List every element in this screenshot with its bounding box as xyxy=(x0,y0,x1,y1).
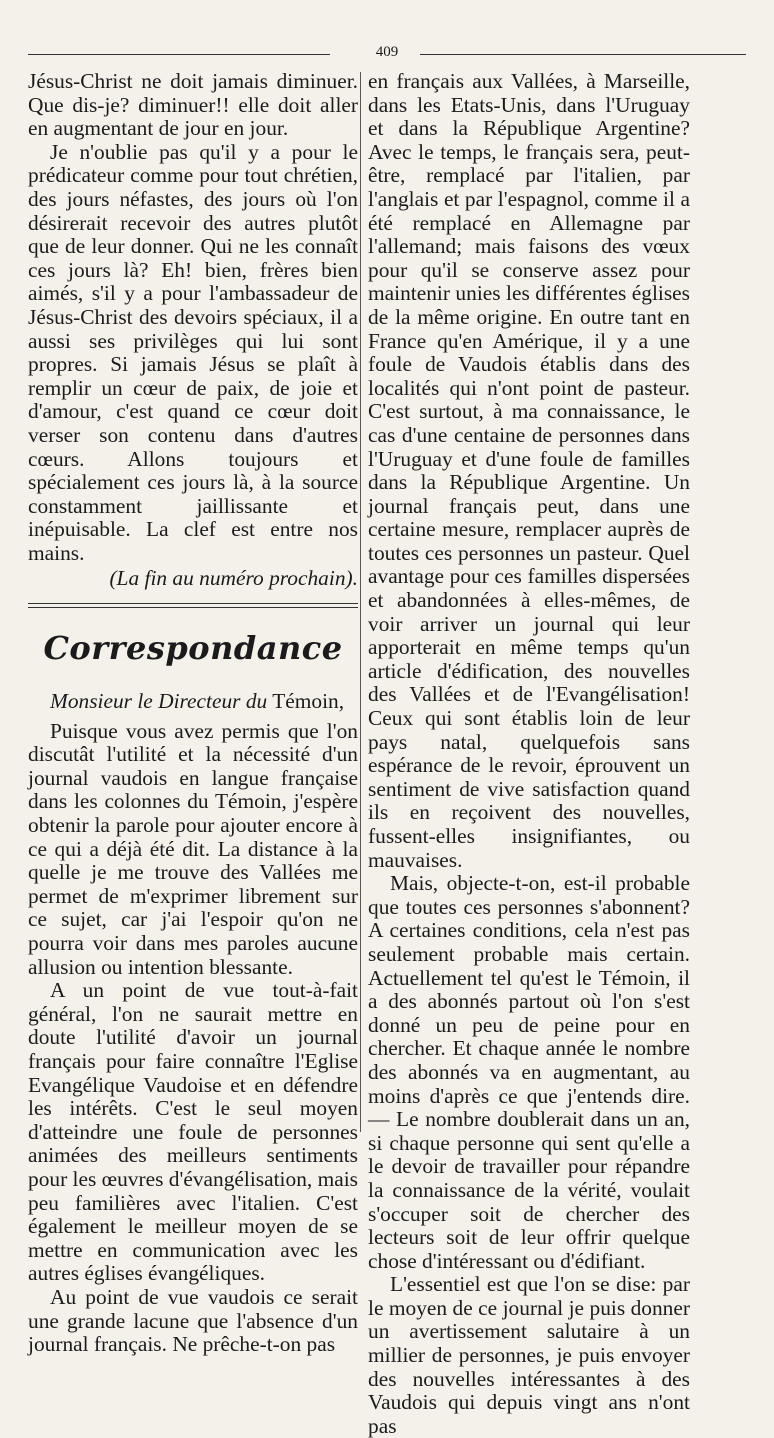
page-header xyxy=(28,46,746,62)
salutation-name: Témoin, xyxy=(272,689,345,714)
paragraph: Au point de vue vaudois ce serait une grande lacune que l'absence d'un journal français. Ne prêche-t-on pas xyxy=(28,1284,358,1357)
paragraph: A un point de vue tout-à-fait général, l'on ne saurait mettre en doute l'utilité d'avoir un journal français pour faire connaître l'Eglise Evangélique Vaudoise et en défendre les intérêts. C'est le seul moyen d'atteindre une foule de personnes animées des meilleurs sentiments pour les œuvres d'évangélisation, mais peu familières avec l'italien. C'est également le meilleur moyen de se mettre en communication avec les autres églises évangéliques. xyxy=(28,978,358,1286)
paragraph: Jésus-Christ ne doit jamais diminuer. Que dis-je? diminuer!! elle doit aller en augmentant de jour en jour. xyxy=(28,69,358,141)
salutation-italic: Monsieur le Directeur du xyxy=(50,689,268,714)
continuation-note: (La fin au numéro prochain). xyxy=(109,566,358,591)
salutation xyxy=(28,690,358,714)
right-column xyxy=(368,70,690,1438)
column-divider xyxy=(360,72,361,1132)
paragraph: Puisque vous avez permis que l'on discutât l'utilité et la nécessité d'un journal vaudois en langue française dans les colonnes du Témoin, j'espère obtenir la parole pour ajouter encore à ce qui a déjà été dit. La distance à la quelle je me trouve des Vallées me permet de m'exprimer librement sur ce sujet, car j'ai l'espoir qu'on ne pourra voir dans mes paroles aucune allusion ou intention blessante. xyxy=(28,718,358,979)
paragraph: Je n'oublie pas qu'il y a pour le prédicateur comme pour tout chrétien, des jours néfastes, des jours où l'on désirerait recevoir des autres plutôt que de leur donner. Qui ne les connaît ces jours là? Eh! bien, frères bien aimés, s'il y a pour l'ambassadeur de Jésus-Christ des devoirs spéciaux, il a aussi ses privilèges qui lui sont propres. Si jamais Jésus se plaît à remplir un cœur de paix, de joie et d'amour, c'est quand ce cœur doit verser son contenu dans d'autres cœurs. Allons toujours et spécialement ces jours là, à la source constamment jaillissante et inépuisable. La clef est entre nos mains. xyxy=(28,139,358,565)
page-number: 409 xyxy=(375,44,399,60)
paragraph: L'essentiel est que l'on se dise: par le moyen de ce journal je puis donner un avertissement salutaire à un millier de personnes, je puis envoyer des nouvelles intéressantes à des Vaudois qui depuis vingt ans n'ont pas xyxy=(368,1272,690,1438)
header-rule-right xyxy=(420,54,746,55)
paragraph: Mais, objecte-t-on, est-il probable que toutes ces personnes s'abonnent? A certaines conditions, cela n'est pas seulement probable mais certain. Actuellement tel qu'est le Témoin, il a des abonnés partout où l'on s'est donné un peu de peine pour en chercher. Et chaque année le nombre des abonnés va en augmentant, au moins d'après ce que j'entends dire. — Le nombre doublerait dans un an, si chaque personne qui sent qu'elle a le devoir de travailler pour répandre la connaissance de la vérité, voulait s'occuper soit de chercher des lecteurs soit de leur offrir quelque chose d'intéressant ou d'édifiant. xyxy=(368,871,690,1273)
section-heading: Correspondance xyxy=(43,629,343,668)
paragraph: en français aux Vallées, à Marseille, dans les Etats-Unis, dans l'Uruguay et dans la République Argentine? Avec le temps, le français sera, peut-être, remplacé par l'italien, par l'anglais et par l'espagnol, comme il a été remplacé en Allemagne par l'allemand; mais faisons des vœux pour qu'il se conserve assez pour maintenir unies les différentes églises de la même origine. En outre tant en France qu'en Amérique, il y a une foule de Vaudois établis dans des localités qui n'ont point de pasteur. C'est surtout, à ma connaissance, le cas d'une centaine de personnes dans l'Uruguay et d'une foule de familles dans la République Argentine. Un journal français peut, dans une certaine mesure, remplacer auprès de toutes ces personnes un pasteur. Quel avantage pour ces familles dispersées et abandonnées à elles-mêmes, de voir arriver un journal qui leur apporterait en même temps qu'un article d'édification, des nouvelles des Vallées et de l'Evangélisation! Ceux qui sont établis loin de leur pays natal, quelquefois sans espérance de le revoir, éprouvent un sentiment de vive satisfaction quand ils en reçoivent des nouvelles, fussent-elles insignifiantes, ou mauvaises. xyxy=(368,69,690,872)
left-column xyxy=(28,70,358,1357)
section-divider xyxy=(28,603,358,608)
